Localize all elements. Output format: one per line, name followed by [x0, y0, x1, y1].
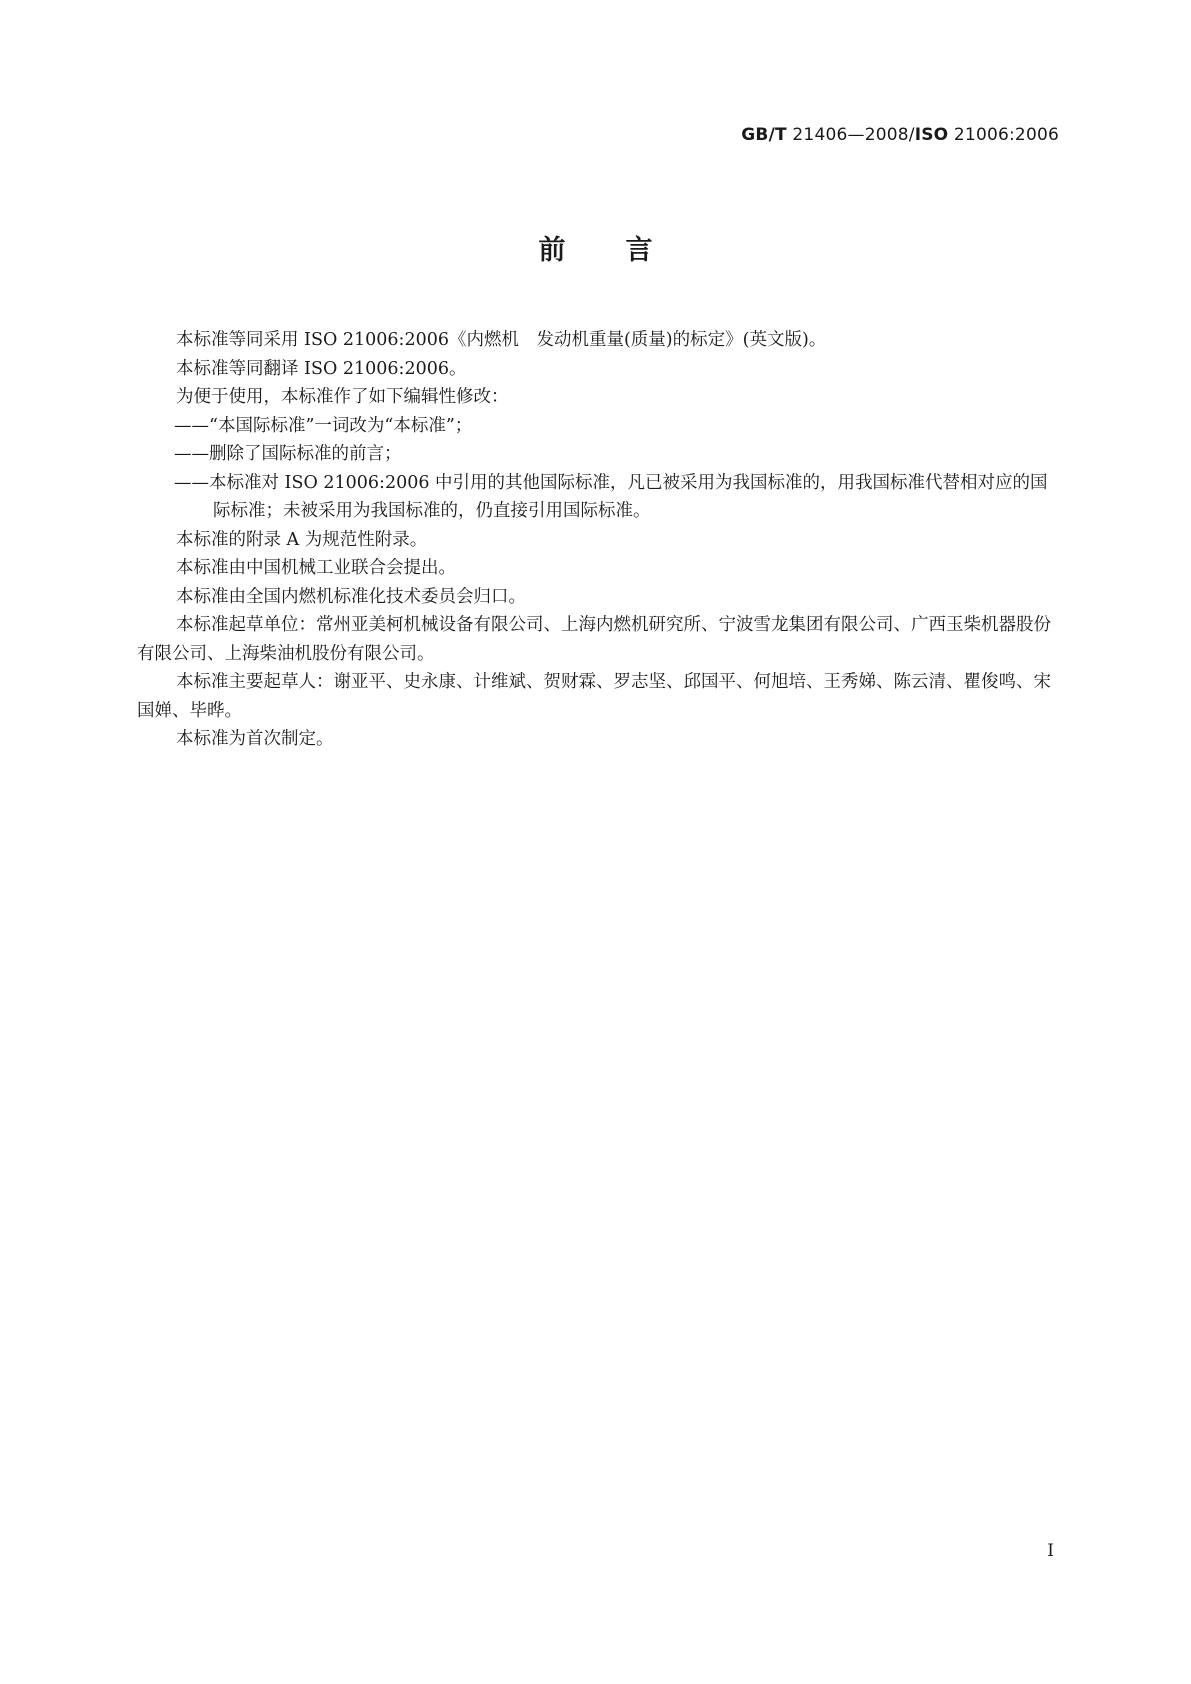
- page-number: I: [1047, 1541, 1054, 1561]
- standard-code-iso-number: 21006:2006: [948, 125, 1059, 145]
- paragraph-first-edition: 本标准为首次制定。: [176, 729, 334, 749]
- paragraph-translation: 本标准等同翻译 ISO 21006:2006。: [176, 358, 467, 379]
- edit-item-2: ——删除了国际标准的前言；: [174, 444, 402, 464]
- standard-code-number: 21406—2008/: [786, 125, 915, 145]
- paragraph-annex: 本标准的附录 A 为规范性附录。: [176, 529, 428, 550]
- foreword-body: [137, 326, 1057, 754]
- standard-code-iso: ISO: [914, 125, 949, 145]
- paragraph-drafting-units: 本标准起草单位：常州亚美柯机械设备有限公司、上海内燃机研究所、宁波雪龙集团有限公司、广西玉柴机器股份有限公司、上海柴油机股份有限公司。: [137, 615, 1051, 664]
- standard-code-prefix: GB/T: [741, 125, 787, 145]
- paragraph-proposer: 本标准由中国机械工业联合会提出。: [176, 558, 456, 578]
- page-title: 前言: [538, 235, 713, 266]
- edit-item-1: ——“本国际标准”一词改为“本标准”；: [174, 415, 473, 436]
- paragraph-committee: 本标准由全国内燃机标准化技术委员会归口。: [176, 586, 526, 607]
- standard-code-header: [741, 125, 1059, 145]
- edit-item-3: ——本标准对 ISO 21006:2006 中引用的其他国际标准，凡已被采用为我国标准的，用我国标准代替相对应的国际标准；未被采用为我国标准的，仍直接引用国际标准。: [174, 472, 1048, 521]
- paragraph-adoption: 本标准等同采用 ISO 21006:2006《内燃机 发动机重量(质量)的标定》(英文版)。: [176, 330, 827, 350]
- paragraph-edits-intro: 为便于使用，本标准作了如下编辑性修改：: [176, 387, 509, 407]
- paragraph-drafters: 本标准主要起草人：谢亚平、史永康、计维斌、贺财霖、罗志坚、邱国平、何旭培、王秀娣、陈云清、瞿俊鸣、宋国婵、毕晔。: [137, 672, 1051, 721]
